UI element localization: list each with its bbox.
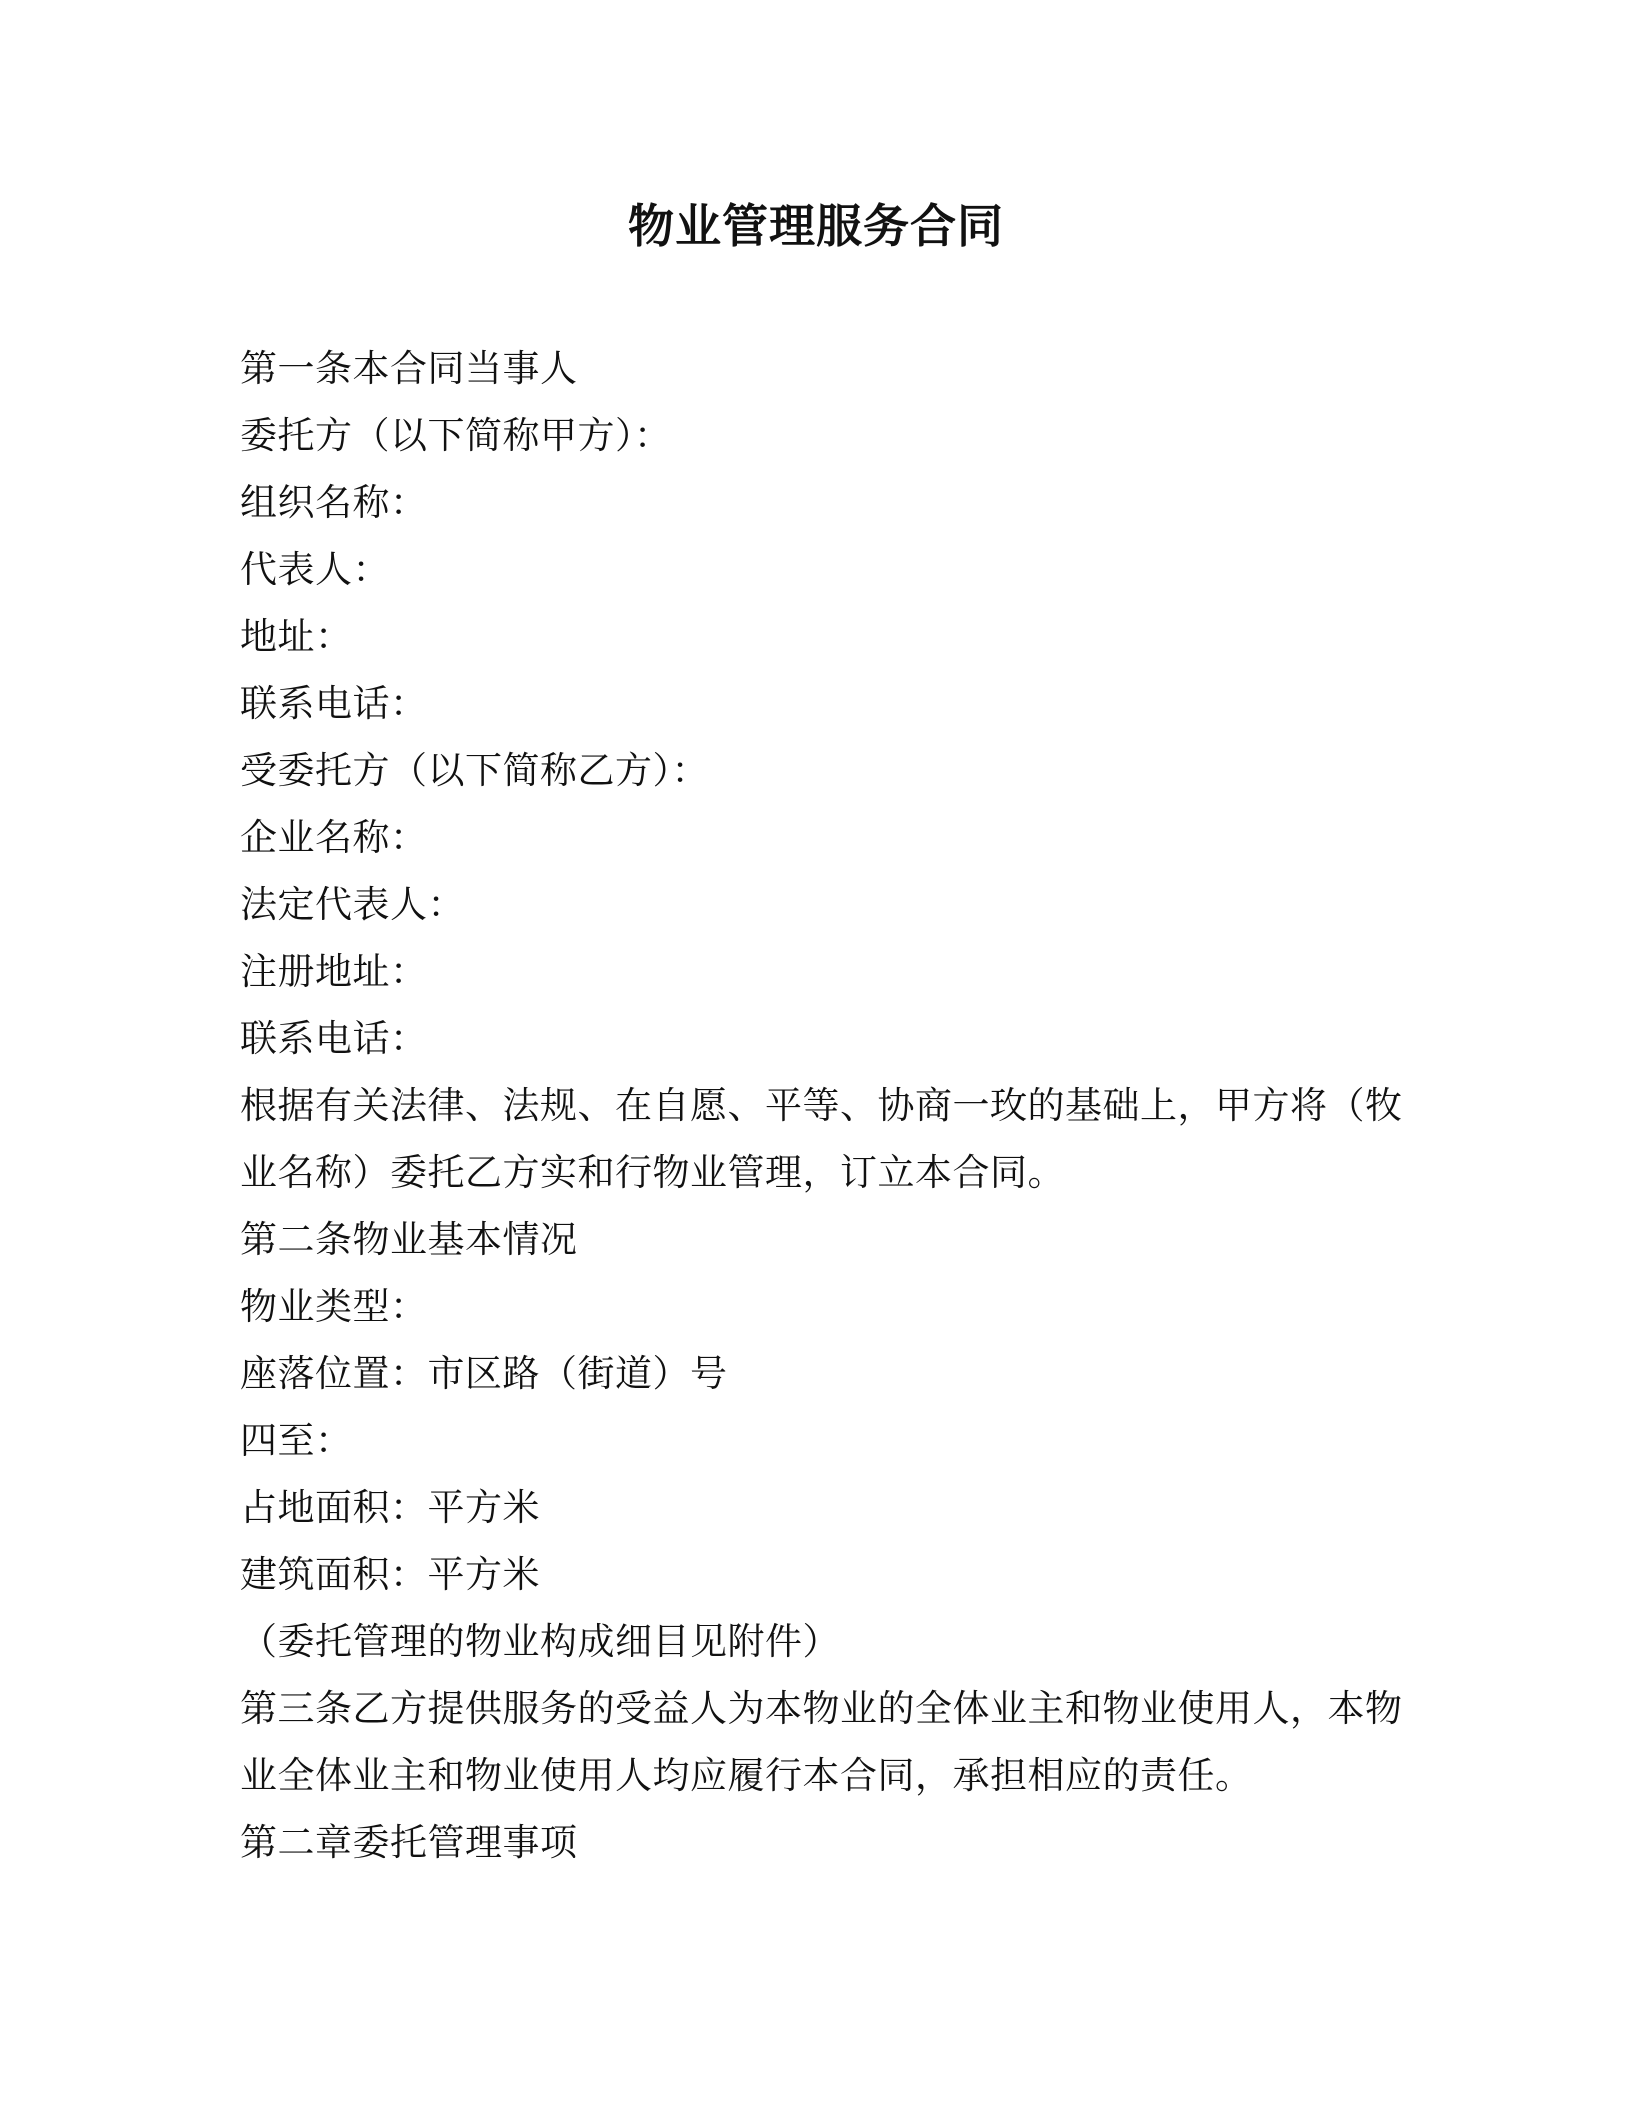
- building-area: 建筑面积：平方米: [240, 1553, 540, 1596]
- document-title: 物业管理服务合同: [628, 199, 1004, 253]
- article-1-heading: 第一条本合同当事人: [240, 347, 578, 390]
- property-boundaries: 四至：: [240, 1419, 353, 1462]
- document-body: [240, 335, 1403, 1876]
- party-a-heading: 委托方（以下简称甲方）：: [240, 414, 672, 457]
- property-location: 座落位置：市区路（街道）号: [240, 1352, 728, 1395]
- party-a-phone: 联系电话：: [240, 682, 428, 725]
- party-a-address: 地址：: [240, 615, 353, 658]
- appendix-note: （委托管理的物业构成细目见附件）: [240, 1620, 840, 1663]
- article-3-line-2: 业全体业主和物业使用人均应履行本合同，承担相应的责任。: [240, 1754, 1253, 1797]
- preamble-line-1: 根据有关法律、法规、在自愿、平等、协商一玫的基础上，甲方将（牧: [240, 1084, 1403, 1127]
- party-b-registered-address: 注册地址：: [240, 950, 428, 993]
- party-b-company-name: 企业名称：: [240, 816, 428, 859]
- party-b-legal-rep: 法定代表人：: [240, 883, 465, 926]
- chapter-2-heading: 第二章委托管理事项: [240, 1821, 578, 1864]
- party-b-heading: 受委托方（以下简称乙方）：: [240, 749, 709, 792]
- land-area: 占地面积：平方米: [240, 1486, 540, 1529]
- party-b-phone: 联系电话：: [240, 1017, 428, 1060]
- article-2-heading: 第二条物业基本情况: [240, 1218, 578, 1261]
- party-a-org-name: 组织名称：: [240, 481, 428, 524]
- party-a-representative: 代表人：: [240, 548, 390, 591]
- article-3-line-1: 第三条乙方提供服务的受益人为本物业的全体业主和物业使用人，本物: [240, 1687, 1403, 1730]
- property-type: 物业类型：: [240, 1285, 428, 1328]
- preamble-line-2: 业名称）委托乙方实和行物业管理，订立本合同。: [240, 1151, 1065, 1194]
